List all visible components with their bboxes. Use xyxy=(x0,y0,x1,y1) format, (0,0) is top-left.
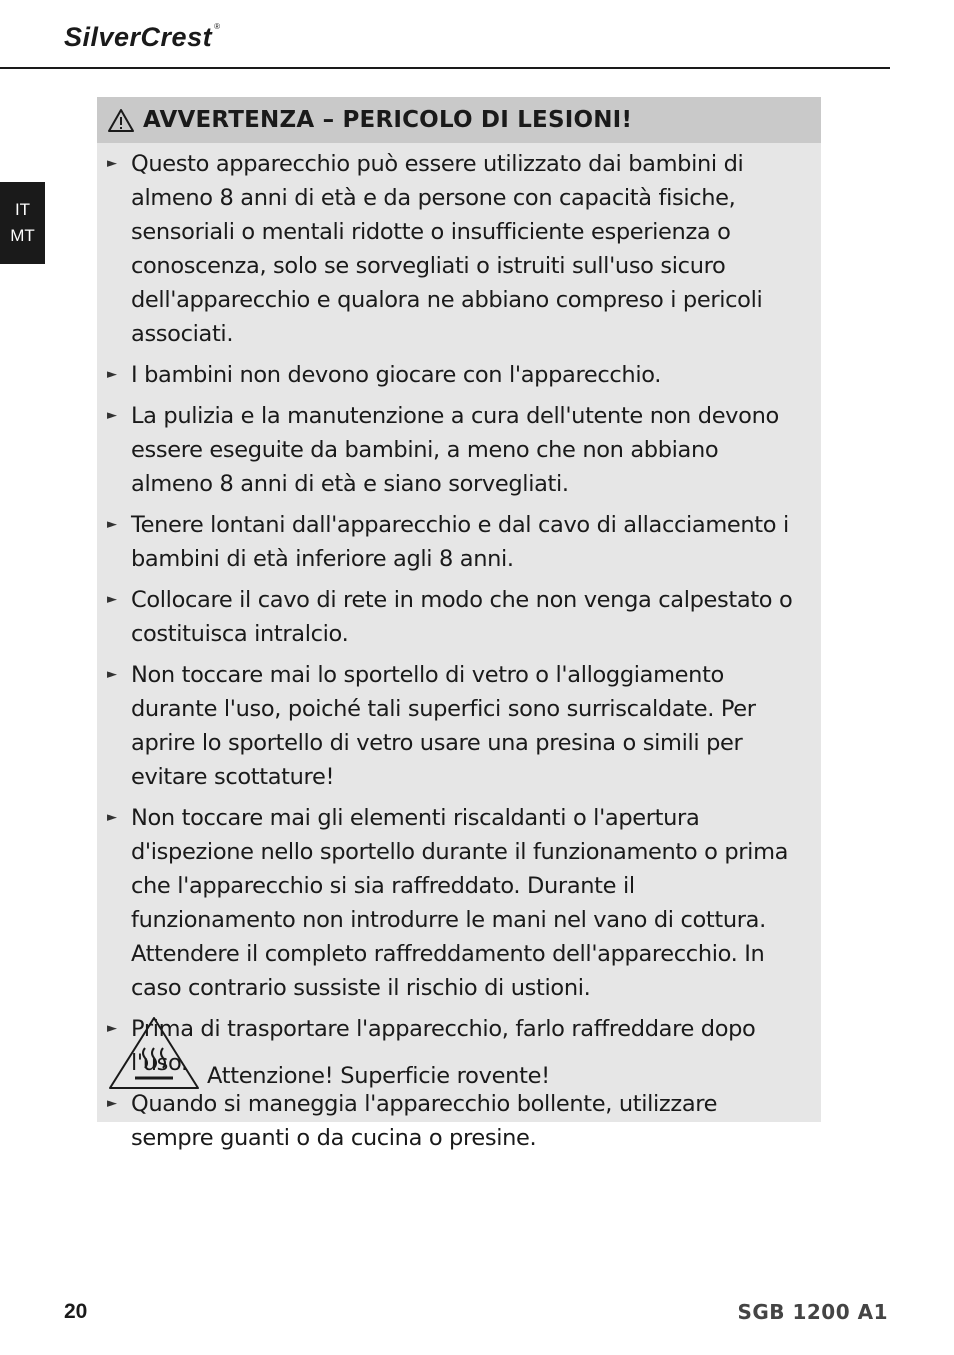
list-item xyxy=(107,147,805,351)
language-code-it: IT xyxy=(14,200,31,219)
bullet-arrow-icon: ► xyxy=(107,367,117,382)
list-item xyxy=(107,801,805,1005)
hot-surface-icon xyxy=(107,1015,201,1091)
language-tab xyxy=(0,182,45,264)
brand-logo xyxy=(64,22,221,53)
bullet-arrow-icon: ► xyxy=(107,156,117,171)
bullet-arrow-icon: ► xyxy=(107,1096,117,1111)
list-item xyxy=(107,658,805,794)
registered-mark: ® xyxy=(214,22,221,31)
brand-name: SilverCrest xyxy=(64,22,213,52)
hot-surface-text: Attenzione! Superficie rovente! xyxy=(207,1063,550,1089)
model-number: SGB 1200 A1 xyxy=(737,1300,888,1324)
list-item-text: Quando si maneggia l'apparecchio bollente, utilizzare sempre guanti o da cucina o presine. xyxy=(131,1091,718,1151)
list-item xyxy=(107,508,805,576)
list-item-text: Non toccare mai lo sportello di vetro o l'alloggiamento durante l'uso, poiché tali superfici sono surriscaldate. Per aprire lo sportello di vetro usare una presina o simili per evitare scottature! xyxy=(131,662,756,790)
header-rule xyxy=(0,67,890,69)
bullet-arrow-icon: ► xyxy=(107,408,117,423)
list-item-text: Prima di trasportare l'apparecchio, farlo raffreddare dopo l'uso. xyxy=(131,1016,756,1076)
bullet-arrow-icon: ► xyxy=(107,667,117,682)
bullet-arrow-icon: ► xyxy=(107,810,117,825)
warning-box xyxy=(97,97,821,1151)
list-item-text: Collocare il cavo di rete in modo che non venga calpestato o costituisca intralcio. xyxy=(131,587,793,647)
list-item xyxy=(107,399,805,501)
warning-triangle-icon xyxy=(107,108,135,133)
list-item-text: I bambini non devono giocare con l'apparecchio. xyxy=(131,362,662,388)
list-item xyxy=(107,1087,805,1155)
warning-list xyxy=(97,143,821,1155)
list-item-text: Non toccare mai gli elementi riscaldanti o l'apertura d'ispezione nello sportello durante il funzionamento o prima che l'apparecchio si sia raffreddato. Durante il funzionamento non introdurre le mani nel vano di cottura. Attendere il completo raffreddamento dell'apparecchio. In caso contrario sussiste il rischio di ustioni. xyxy=(131,805,789,1001)
hot-surface-note xyxy=(107,1015,807,1095)
bullet-arrow-icon: ► xyxy=(107,517,117,532)
page-number: 20 xyxy=(64,1300,88,1323)
list-item-text: Questo apparecchio può essere utilizzato dai bambini di almeno 8 anni di età e da persone con capacità fisiche, sensoriali o mentali ridotte o insufficiente esperienza o conoscenza, solo se sorvegliati o istruiti sull'uso sicuro dell'apparecchio e qualora ne abbiano compreso i pericoli associati. xyxy=(131,151,763,347)
warning-header xyxy=(97,97,821,143)
list-item-text: La pulizia e la manutenzione a cura dell'utente non devono essere eseguite da bambini, a meno che non abbiano almeno 8 anni di età e siano sorvegliati. xyxy=(131,403,779,497)
list-item xyxy=(107,583,805,651)
warning-title: AVVERTENZA – PERICOLO DI LESIONI! xyxy=(143,107,633,133)
list-item xyxy=(107,358,805,392)
list-item-text: Tenere lontani dall'apparecchio e dal cavo di allacciamento i bambini di età inferiore agli 8 anni. xyxy=(131,512,789,572)
bullet-arrow-icon: ► xyxy=(107,592,117,607)
bullet-arrow-icon: ► xyxy=(107,1021,117,1036)
language-code-mt: MT xyxy=(10,226,35,245)
